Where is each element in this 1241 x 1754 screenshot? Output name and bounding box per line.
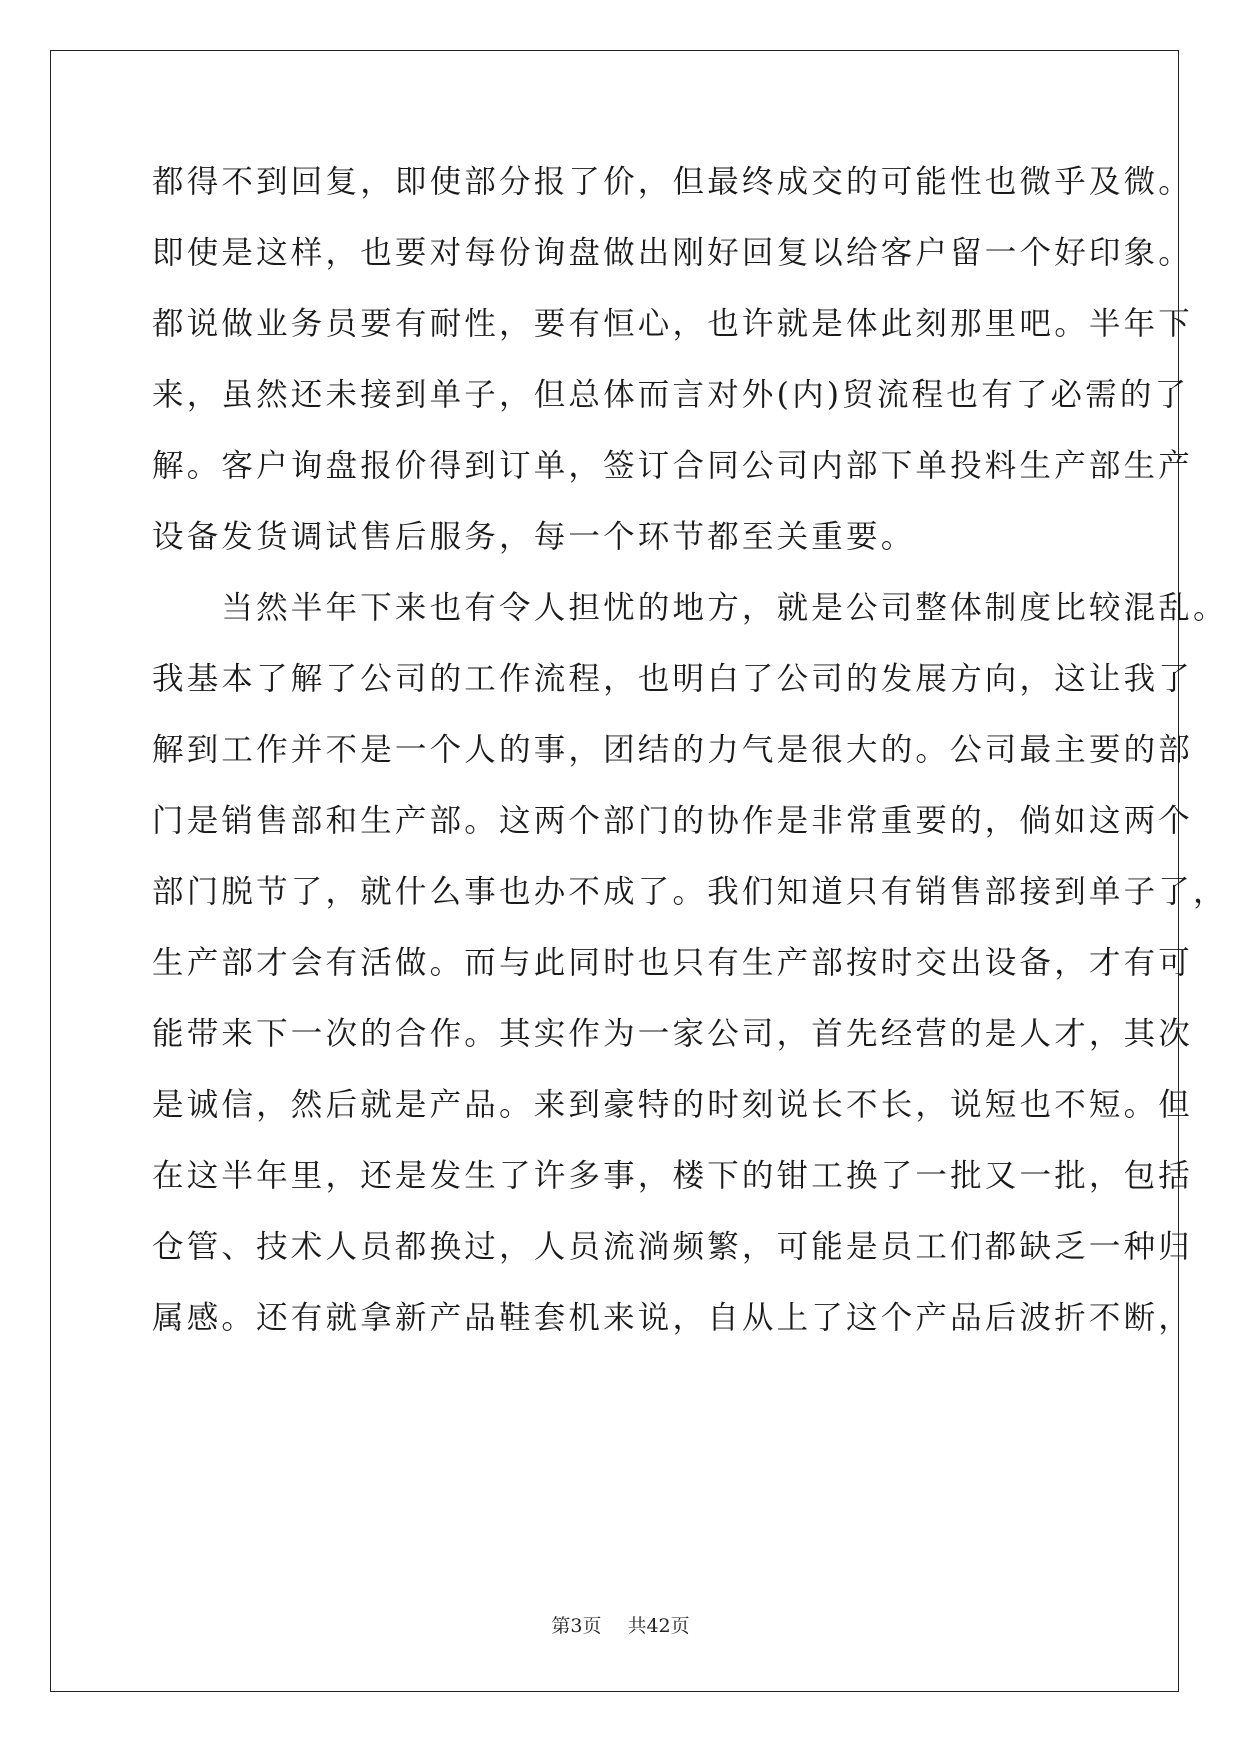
- text-line: 仓管、技术人员都换过，人员流淌频繁，可能是员工们都缺乏一种归: [152, 1229, 1194, 1265]
- paragraph-start-line: 当然半年下来也有令人担忧的地方，就是公司整体制度比较混乱。: [152, 590, 1228, 626]
- text-line: 来，虽然还未接到单子，但总体而言对外(内)贸流程也有了必需的了: [152, 377, 1190, 413]
- total-pages: 共42页: [627, 1615, 690, 1637]
- text-line: 设备发货调试售后服务，每一个环节都至关重要。: [152, 519, 916, 555]
- page-footer: [0, 1614, 1241, 1638]
- text-line: 生产部才会有活做。而与此同时也只有生产部按时交出设备，才有可: [152, 945, 1194, 981]
- text-line: 解到工作并不是一个人的事，团结的力气是很大的。公司最主要的部: [152, 732, 1194, 768]
- page-number: 第3页: [551, 1615, 602, 1637]
- text-line: 我基本了解了公司的工作流程，也明白了公司的发展方向，这让我了: [152, 661, 1194, 697]
- text-line: 即使是这样，也要对每份询盘做出刚好回复以给客户留一个好印象。: [152, 235, 1194, 271]
- text-line: 在这半年里，还是发生了许多事，楼下的钳工换了一批又一批，包括: [152, 1158, 1194, 1194]
- text-line: 是诚信，然后就是产品。来到豪特的时刻说长不长，说短也不短。但: [152, 1087, 1194, 1123]
- text-line: 能带来下一次的合作。其实作为一家公司，首先经营的是人才，其次: [152, 1016, 1194, 1052]
- text-line: 解。客户询盘报价得到订单，签订合同公司内部下单投料生产部生产: [152, 448, 1194, 484]
- text-line: 都说做业务员要有耐性，要有恒心，也许就是体此刻那里吧。半年下: [152, 306, 1194, 342]
- text-line: 都得不到回复，即使部分报了价，但最终成交的可能性也微乎及微。: [152, 164, 1194, 200]
- text-line: 门是销售部和生产部。这两个部门的协作是非常重要的，倘如这两个: [152, 803, 1194, 839]
- text-line: 部门脱节了，就什么事也办不成了。我们知道只有销售部接到单子了，: [152, 874, 1228, 910]
- text-line: 属感。还有就拿新产品鞋套机来说，自从上了这个产品后波折不断，: [152, 1300, 1194, 1336]
